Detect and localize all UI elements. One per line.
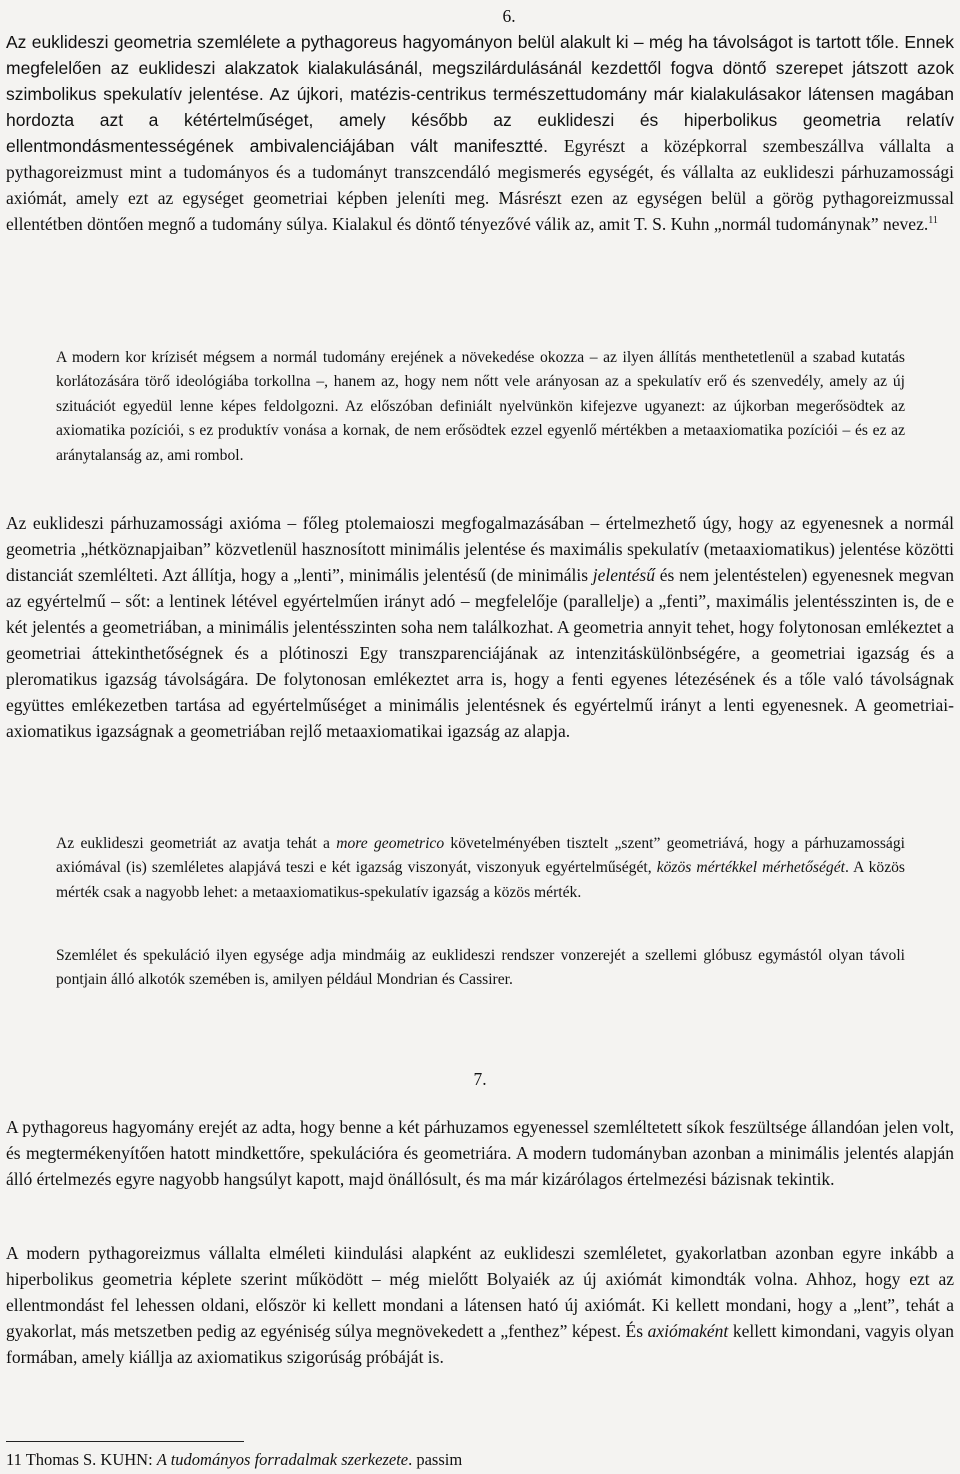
footnote-author: Thomas S. KUHN: — [21, 1450, 157, 1469]
section7-paragraph-1: A pythagoreus hagyomány erejét az adta, hogy benne a két párhuzamos egyenessel szemléltetett síkok feszültsége állandóan jelen volt, és megtermékenyítően hatott mindkettőre, spekulációra és geometriára. A modern tudományban azonban a minimális jelentés alapján álló értelmezés egyre nagyobb hangsúlyt kapott, majd önállósult, és ma már kizárólagos értelmezési bázisnak tekintik. — [6, 1117, 954, 1189]
section6-paragraph-1 — [6, 29, 954, 237]
section6-quote-2-part-b: követelményében tisztelt „szent” geometriává, hogy a párhuzamossági axiómával (is) szemléletes alapjává teszi e két igazság viszonyát, viszonyuk egyértelműségét, — [56, 835, 905, 877]
section7-paragraph-2-part-a: A modern pythagoreizmus vállalta elméleti kiindulási alapként az euklideszi szemléletet, gyakorlatban azonban egyre inkább a hiperbolikus geometria képlete szerint működött – még mielőtt Bolyaiék az új axiómát kimondták volna. Ahhoz, hogy ezt az ellentmondást fel lehessen oldani, először ki kellett mondani a látensen ható új axiómát. Ki kellett mondani, hogy a „lent”, tehát a gyakorlat, más metszetben pedig az egyéniség súlya megnövekedett a „fenthez” képest. És — [6, 1243, 954, 1341]
section6-paragraph-1-part-a: Az euklideszi geometria szemlélete a pythagoreus hagyományon belül alakult ki – még ha távolságot is tartott tőle. Ennek megfelelően az euklideszi alakzatok kialakulásánál, megszilárdulásánál kezdettől fogva döntő szerepet játszott azok szimbolikus spekulatív jelentése. Az újkori, matézis-centrikus természettudomány már kialakulásakor látensen magában hordozta azt a kétértelműséget, amely később az euklideszi és hiperbolikus geometria relatív ellentmondásmentességének ambivalenciájában vált manifesztté. — [6, 32, 954, 156]
section6-quote-2-part-a: Az euklideszi geometriát az avatja tehát a — [56, 835, 337, 852]
section-number-6: 6. — [502, 6, 516, 26]
footnote-number: 11 — [6, 1450, 22, 1469]
section6-paragraph-2 — [6, 510, 954, 744]
section7-paragraph-2-part-b: kellett kimondani, vagyis olyan formában, amely kiállja az axiomatikus szigorúság próbáját is. — [6, 1321, 954, 1367]
section6-paragraph-2-part-b: és nem jelentéstelen) egyenesnek megvan az egyértelmű – sőt: a lentinek létével egyértelműen irányt adó – megfelelője (parallelje) a „fenti”, maximális jelentésszinten is, de e két jelentés a geometriában, a minimális jelentésszinten soha nem találkozhat. A geometria annyit tehet, hogy folytonosan emlékeztet a geometriai áttekinthetőségnek és a plótinoszi Egy transzparenciájának az intenzitáskülönbségére, a geometriai igazság és a pleromatikus igazság távolságára. De folytonosan emlékeztet arra is, hogy a fenti egyenes létezésének és a tőle való távolságnak együttes emlékezetben tartása ad egyértelműséget a minimális jelentésnek és egyértelmű irányt a lenti egyenesnek. A geometriai-axiomatikus igazságnak a geometriában rejlő metaaxiomatikai igazság az alapja. — [6, 565, 954, 741]
footnote — [6, 1449, 906, 1471]
footnote-title: A tudományos forradalmak szerkezete — [156, 1450, 409, 1469]
section-number-7: 7. — [473, 1069, 487, 1089]
section6-quote-3: Szemlélet és spekuláció ilyen egysége adja mindmáig az euklideszi rendszer vonzerejét a szellemi glóbusz egymástól olyan távoli pontjain álló alkotók szemében is, amilyen például Mondrian és Cassirer. — [56, 947, 905, 989]
section7-paragraph-2 — [6, 1240, 954, 1370]
section6-quote-2-part-c: . A közös mérték csak a nagyobb lehet: a metaaxiomatikus-spekulatív igazság a közös mérték. — [56, 859, 905, 901]
section7-paragraph-2-emphasis: axiómaként — [647, 1321, 729, 1341]
section6-paragraph-1-part-b: Egyrészt a középkorral szembeszállva vállalta a pythagoreizmust mint a tudományos és a tudományt transzcendáló megismerés egységét, és vállalta az euklideszi párhuzamossági axiómát, amely ezt az egységet geometriai képben jeleníti meg. Másrészt ezen az egységen belül a görög pythagoreizmussal ellentétben döntően megnő a tudomány súlya. Kialakul és döntő tényezővé válik az, amit T. S. Kuhn „normál tudománynak” nevez. — [6, 136, 954, 234]
section6-paragraph-2-emphasis: jelentésű — [592, 565, 655, 585]
section6-quote-2-emphasis-2: közös mértékkel mérhetőségét — [656, 859, 845, 877]
footnote-rest: . passim — [408, 1450, 463, 1469]
footnote-reference[interactable]: 11 — [928, 215, 938, 226]
section6-quote-2 — [56, 832, 905, 905]
footnote-divider — [6, 1441, 244, 1442]
section6-quote-1: A modern kor krízisét mégsem a normál tudomány erejének a növekedése okozza – az ilyen állítás menthetetlenül a szabad kutatás korlátozására törő ideológiába torkollna –, hanem az, hogy nem nőtt vele arányosan az a spekulatív erő és szenvedély, amely az új szituációt egyedül lenne képes feldolgozni. Az előszóban definiált nyelvünkön kifejezve ugyanezt: az újkorban megerősödtek az axiomatika pozíciói, s ez produktív vonása a kornak, de nem erősödtek ezzel egyenlő mértékben a metaaxiomatika pozíciói – és ez az aránytalanság az, ami rombol. — [56, 349, 905, 464]
section6-paragraph-2-part-a: Az euklideszi párhuzamossági axióma – főleg ptolemaioszi megfogalmazásában – értelmezhető úgy, hogy az egyenesnek a normál geometria „hétköznapjaiban” közvetlenül hasznosított minimális jelentése és maximális spekulatív (metaaxiomatikus) jelentése közötti distanciát szemlélteti. Azt állítja, hogy a „lenti”, minimális jelentésű (de minimális — [6, 513, 954, 585]
section6-quote-2-emphasis-1: more geometrico — [336, 835, 445, 852]
